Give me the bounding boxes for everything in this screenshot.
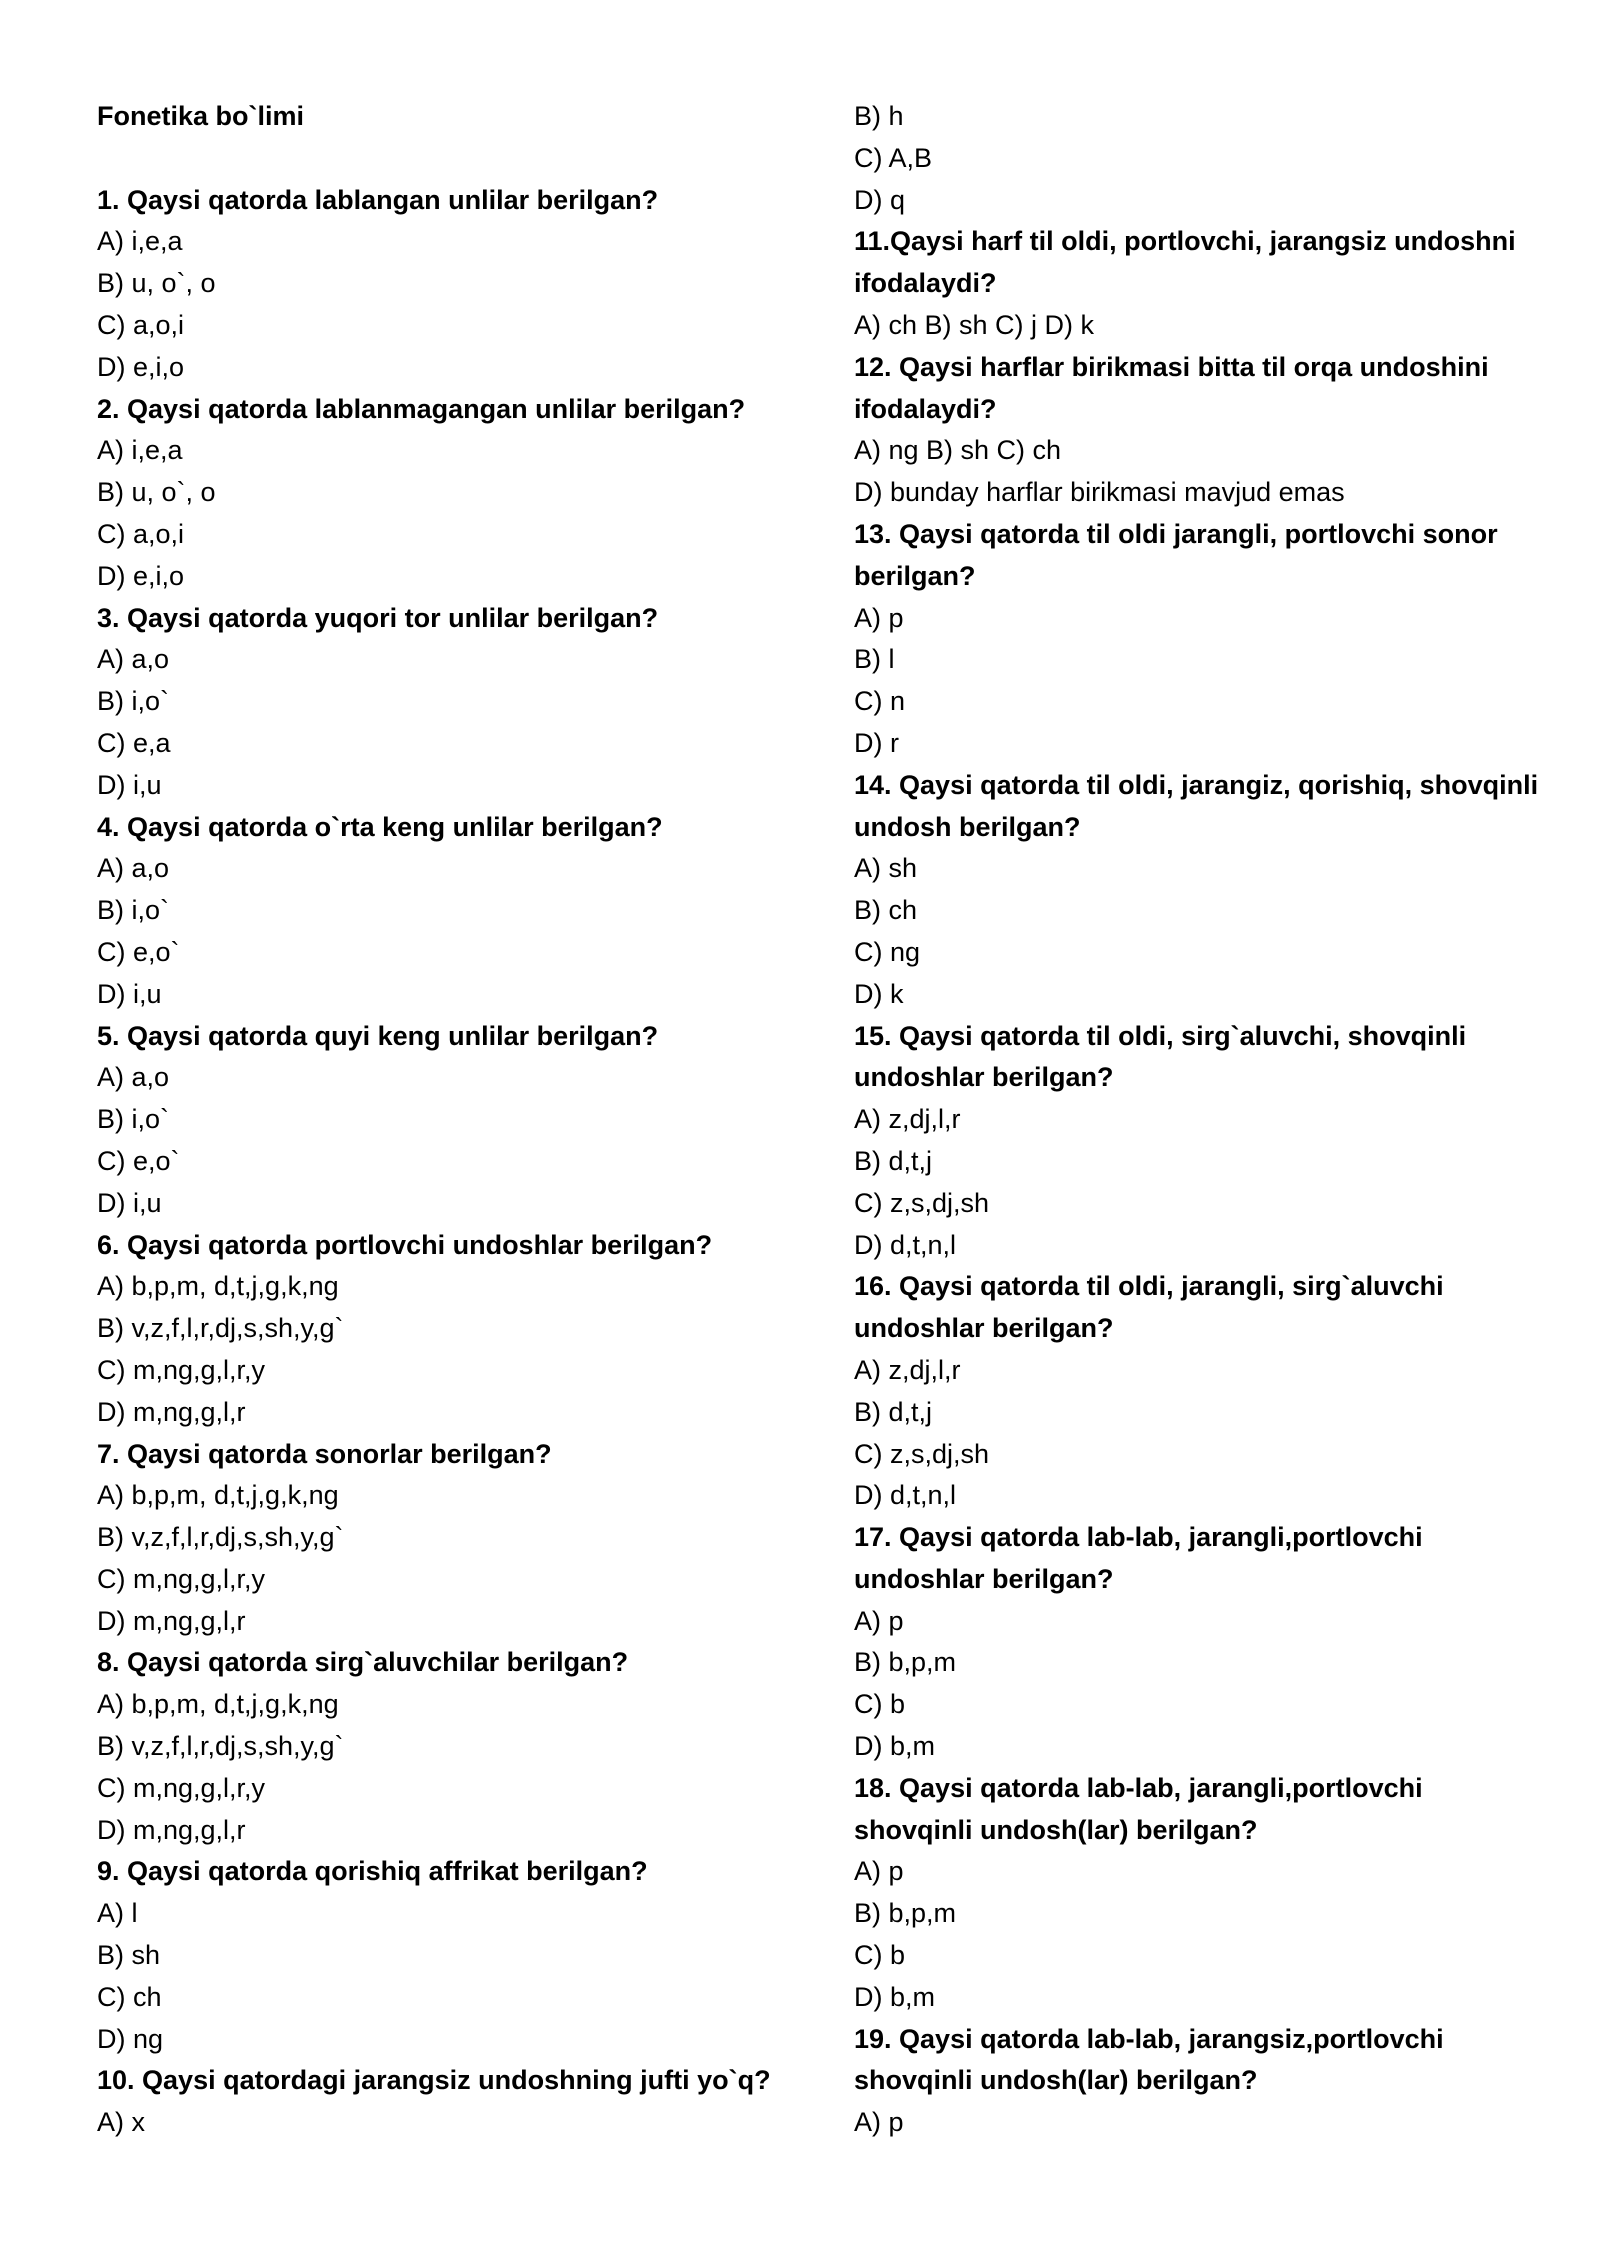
answer-option: A) p (854, 1856, 904, 1887)
answer-option: B) d,t,j (854, 1145, 933, 1176)
question-text-continued: undoshlar berilgan? (854, 1563, 1114, 1594)
answer-option: A) p (854, 1605, 904, 1636)
answer-option: B) d,t,j (854, 1396, 933, 1427)
answer-option: C) A,B (854, 142, 933, 173)
answer-option: C) a,o,i (97, 518, 185, 549)
question-text-continued: undoshlar berilgan? (854, 1313, 1114, 1344)
answer-option: A) ng B) sh C) ch (854, 435, 1062, 466)
answer-option: C) n (854, 686, 906, 717)
question-text: 19. Qaysi qatorda lab-lab, jarangsiz,portlovchi (854, 2023, 1444, 2054)
answer-option: A) a,o (97, 853, 170, 884)
question-text: 12. Qaysi harflar birikmasi bitta til orqa undoshini (854, 351, 1489, 382)
answer-option: D) m,ng,g,l,r (97, 1396, 246, 1427)
left-column (97, 96, 797, 2144)
answer-option: C) e,a (97, 727, 171, 758)
answer-option: A) sh (854, 853, 918, 884)
answer-option: C) m,ng,g,l,r,y (97, 1354, 266, 1385)
question-text: 7. Qaysi qatorda sonorlar berilgan? (97, 1438, 552, 1469)
answer-option: A) z,dj,l,r (854, 1104, 961, 1135)
answer-option: C) z,s,dj,sh (854, 1438, 990, 1469)
answer-option: C) b (854, 1940, 906, 1971)
answer-option: D) m,ng,g,l,r (97, 1605, 246, 1636)
answer-option: C) b (854, 1689, 906, 1720)
answer-option: B) i,o` (97, 1104, 170, 1135)
answer-option: A) i,e,a (97, 226, 183, 257)
question-text: 14. Qaysi qatorda til oldi, jarangiz, qorishiq, shovqinli (854, 769, 1539, 800)
question-text: 2. Qaysi qatorda lablanmagangan unlilar berilgan? (97, 393, 746, 424)
answer-option: A) b,p,m, d,t,j,g,k,ng (97, 1689, 339, 1720)
answer-option: B) v,z,f,l,r,dj,s,sh,y,g` (97, 1313, 344, 1344)
answer-option: A) ch B) sh C) j D) k (854, 309, 1095, 340)
answer-option: C) ch (97, 1981, 162, 2012)
question-text-continued: shovqinli undosh(lar) berilgan? (854, 2065, 1258, 2096)
answer-option: D) b,m (854, 1731, 935, 1762)
answer-option: A) z,dj,l,r (854, 1354, 961, 1385)
question-text: 4. Qaysi qatorda o`rta keng unlilar berilgan? (97, 811, 663, 842)
answer-option: B) v,z,f,l,r,dj,s,sh,y,g` (97, 1731, 344, 1762)
answer-option: D) e,i,o (97, 351, 185, 382)
answer-option: A) b,p,m, d,t,j,g,k,ng (97, 1271, 339, 1302)
answer-option: B) i,o` (97, 895, 170, 926)
answer-option: B) v,z,f,l,r,dj,s,sh,y,g` (97, 1522, 344, 1553)
answer-option: C) m,ng,g,l,r,y (97, 1772, 266, 1803)
question-text: 10. Qaysi qatordagi jarangsiz undoshning jufti yo`q? (97, 2065, 771, 2096)
answer-option: B) ch (854, 895, 918, 926)
answer-option: C) ng (854, 936, 921, 967)
answer-option: D) m,ng,g,l,r (97, 1814, 246, 1845)
question-text: 16. Qaysi qatorda til oldi, jarangli, sirg`aluvchi (854, 1271, 1444, 1302)
answer-option: A) a,o (97, 1062, 170, 1093)
answer-option: D) q (854, 184, 906, 215)
question-text: 1. Qaysi qatorda lablangan unlilar berilgan? (97, 184, 659, 215)
answer-option: D) i,u (97, 978, 162, 1009)
answer-option: A) a,o (97, 644, 170, 675)
answer-option: B) sh (97, 1940, 161, 1971)
question-text-continued: ifodalaydi? (854, 268, 997, 299)
answer-option: B) b,p,m (854, 1898, 957, 1929)
answer-option: C) e,o` (97, 936, 180, 967)
answer-option: D) d,t,n,l (854, 1229, 957, 1260)
answer-option: D) i,u (97, 769, 162, 800)
question-text: 13. Qaysi qatorda til oldi jarangli, portlovchi sonor (854, 518, 1498, 549)
answer-option: A) l (97, 1898, 138, 1929)
answer-option: B) i,o` (97, 686, 170, 717)
question-text: 6. Qaysi qatorda portlovchi undoshlar berilgan? (97, 1229, 713, 1260)
answer-option: D) ng (97, 2023, 164, 2054)
answer-option: B) u, o`, o (97, 268, 216, 299)
question-text-continued: berilgan? (854, 560, 976, 591)
answer-option: D) i,u (97, 1187, 162, 1218)
question-text-continued: ifodalaydi? (854, 393, 997, 424)
answer-option: D) r (854, 727, 899, 758)
question-text: 17. Qaysi qatorda lab-lab, jarangli,portlovchi (854, 1522, 1423, 1553)
answer-option: B) u, o`, o (97, 477, 216, 508)
question-text: 5. Qaysi qatorda quyi keng unlilar berilgan? (97, 1020, 659, 1051)
question-text: 11.Qaysi harf til oldi, portlovchi, jarangsiz undoshni (854, 226, 1516, 257)
question-text: 9. Qaysi qatorda qorishiq affrikat berilgan? (97, 1856, 648, 1887)
answer-option: D) d,t,n,l (854, 1480, 957, 1511)
answer-option: D) bunday harflar birikmasi mavjud emas (854, 477, 1345, 508)
answer-option: A) i,e,a (97, 435, 183, 466)
answer-option: B) b,p,m (854, 1647, 957, 1678)
section-title: Fonetika bo`limi (97, 101, 305, 131)
answer-option: C) m,ng,g,l,r,y (97, 1563, 266, 1594)
answer-option: C) z,s,dj,sh (854, 1187, 990, 1218)
answer-option: D) k (854, 978, 904, 1009)
question-text: 15. Qaysi qatorda til oldi, sirg`aluvchi, shovqinli (854, 1020, 1467, 1051)
answer-option: A) x (97, 2107, 146, 2138)
answer-option: D) b,m (854, 1981, 935, 2012)
answer-option: C) a,o,i (97, 309, 185, 340)
answer-option: B) h (854, 101, 904, 131)
answer-option: A) p (854, 602, 904, 633)
question-text: 18. Qaysi qatorda lab-lab, jarangli,portlovchi (854, 1772, 1423, 1803)
question-text-continued: undoshlar berilgan? (854, 1062, 1114, 1093)
answer-option: A) p (854, 2107, 904, 2138)
answer-option: A) b,p,m, d,t,j,g,k,ng (97, 1480, 339, 1511)
question-text-continued: undosh berilgan? (854, 811, 1081, 842)
question-text: 3. Qaysi qatorda yuqori tor unlilar berilgan? (97, 602, 659, 633)
question-text: 8. Qaysi qatorda sirg`aluvchilar berilgan? (97, 1647, 629, 1678)
answer-option: D) e,i,o (97, 560, 185, 591)
right-column (854, 96, 1539, 2144)
answer-option: B) l (854, 644, 895, 675)
question-text-continued: shovqinli undosh(lar) berilgan? (854, 1814, 1258, 1845)
answer-option: C) e,o` (97, 1145, 180, 1176)
blank-line (97, 138, 797, 180)
